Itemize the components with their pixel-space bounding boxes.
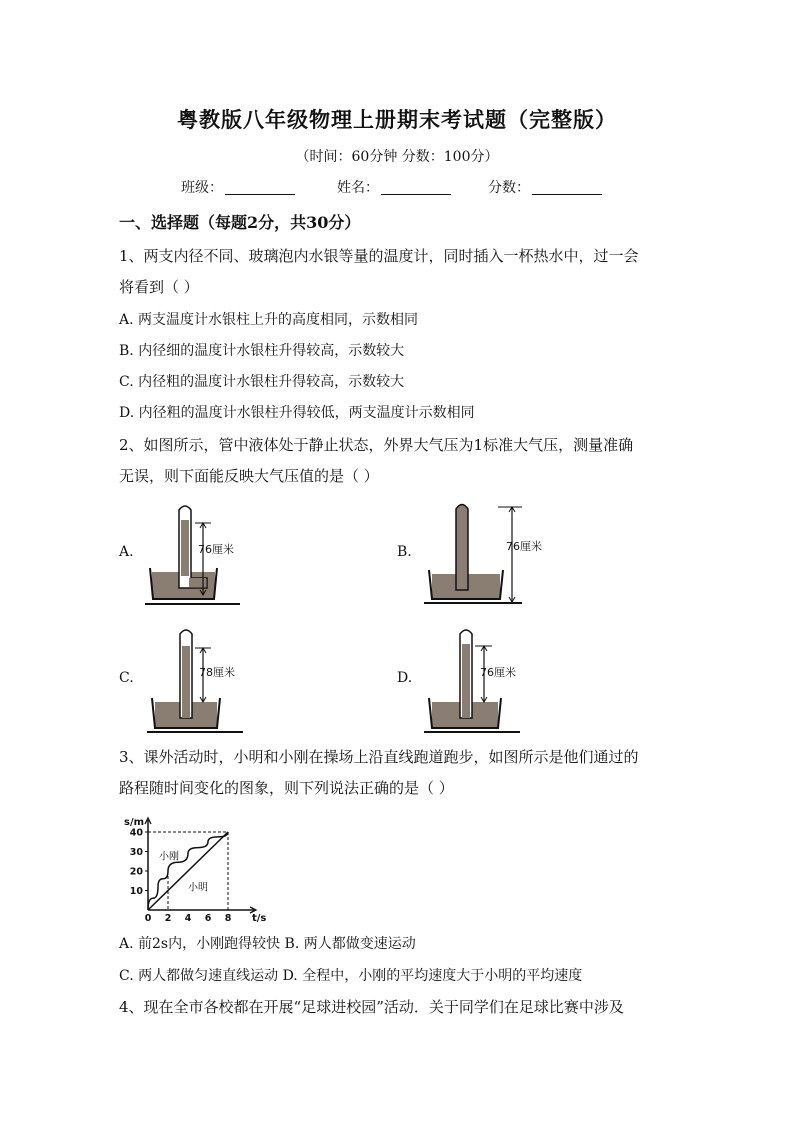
q2-stem-line1: 2、如图所示，管中液体处于静止状态，外界大气压为1标准大气压，测量准确: [119, 436, 634, 454]
q3-options-cd: C. 两人都做匀速直线运动 D. 全程中，小刚的平均速度大于小明的平均速度: [119, 968, 583, 984]
name-field: [337, 177, 451, 197]
q2-figure-a-label: 76厘米: [198, 543, 234, 556]
class-blank: [225, 180, 295, 195]
series-label-0: 小刚: [159, 851, 179, 863]
x-tick-label: 6: [204, 913, 212, 922]
q2-figure-d-letter: D.: [397, 670, 413, 686]
q2-figure-b: [422, 496, 547, 608]
class-label: 班级：: [181, 180, 223, 196]
q3-stem-line2: 路程随时间变化的图象，则下列说法正确的是（ ）: [119, 779, 454, 797]
y-axis-label: s/m: [124, 817, 145, 828]
exam-subtitle: （时间：60分钟 分数：100分）: [295, 149, 499, 165]
q1-option-b: B. 内径细的温度计水银柱升得较高，示数较大: [119, 343, 405, 359]
y-tick-label: 20: [129, 866, 143, 878]
x-tick-label: 4: [184, 913, 192, 922]
score-field: [488, 177, 602, 197]
q2-figure-b-label: 76厘米: [506, 540, 542, 553]
q1-option-d: D. 内径粗的温度计水银柱升得较低，两支温度计示数相同: [119, 405, 475, 421]
x-tick-label: 8: [224, 913, 232, 922]
q2-figure-c-label: 78厘米: [199, 666, 235, 679]
q2-stem-line2: 无误，则下面能反映大气压值的是（ ）: [119, 467, 379, 485]
chart-axes: [124, 817, 266, 922]
q2-figure-a-letter: A.: [119, 544, 134, 560]
q3-st-graph: [118, 810, 268, 922]
q2-figure-d: [422, 624, 522, 736]
page-title: 粤教版八年级物理上册期末考试题（完整版）: [177, 107, 617, 132]
x-tick-label: 2: [164, 913, 172, 922]
y-tick-label: 30: [129, 847, 143, 858]
score-label: 分数：: [488, 180, 530, 196]
q1-option-c: C. 内径粗的温度计水银柱升得较高，示数较大: [119, 374, 405, 390]
y-tick-label: 40: [129, 827, 143, 839]
q1-stem-line1: 1、两支内径不同、玻璃泡内水银等量的温度计，同时插入一杯热水中，过一会: [119, 247, 639, 265]
q1-stem-line2: 将看到（ ）: [119, 278, 199, 296]
q2-figure-a: [145, 500, 245, 608]
q1-option-a: A. 两支温度计水银柱上升的高度相同，示数相同: [119, 312, 419, 328]
name-blank: [381, 180, 451, 195]
series-label-1: 小明: [188, 882, 208, 894]
q3-options-ab: A. 前2s内，小刚跑得较快 B. 两人都做变速运动: [119, 936, 416, 952]
class-field: [181, 177, 295, 197]
q2-figure-d-label: 76厘米: [480, 666, 516, 679]
score-blank: [532, 180, 602, 195]
section-heading: 一、选择题（每题2分，共30分）: [119, 213, 361, 232]
name-label: 姓名：: [337, 180, 379, 196]
y-tick-label: 10: [129, 886, 143, 897]
q4-stem-line1: 4、现在全市各校都在开展“足球进校园”活动．关于同学们在足球比赛中涉及: [119, 998, 624, 1016]
q2-figure-c-letter: C.: [119, 670, 134, 686]
q2-figure-c: [145, 624, 245, 736]
series-line-1: [148, 832, 228, 910]
q3-stem-line1: 3、课外活动时，小明和小刚在操场上沿直线跑道跑步，如图所示是他们通过的: [119, 748, 639, 766]
x-tick-label: 0: [144, 913, 152, 922]
q2-figure-b-letter: B.: [397, 544, 412, 560]
x-axis-label: t/s: [252, 913, 267, 922]
